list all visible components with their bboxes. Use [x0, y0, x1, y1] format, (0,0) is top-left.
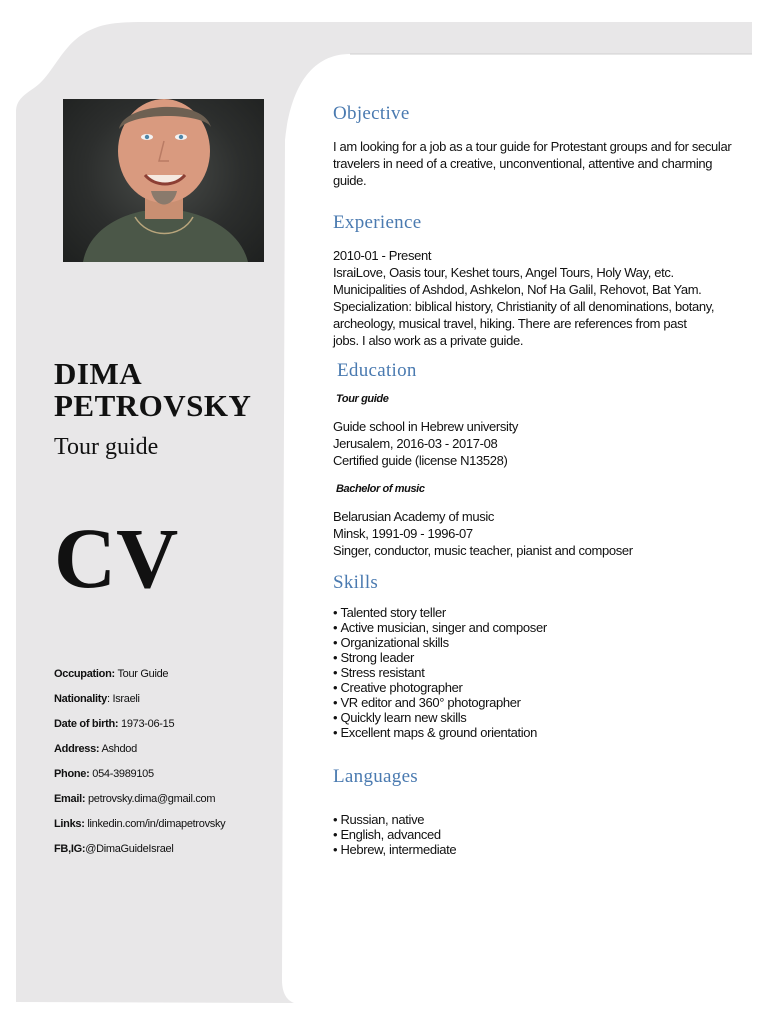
education-line: Minsk, 1991-09 - 1996-07: [333, 526, 473, 541]
contact-label: Phone:: [54, 768, 90, 780]
contact-value: : Israeli: [106, 693, 140, 705]
objective-heading: Objective: [333, 103, 410, 124]
education-line: Singer, conductor, music teacher, pianist and composer: [333, 543, 633, 558]
education-entry: [333, 418, 743, 469]
contact-value: 054-3989105: [92, 768, 154, 780]
contact-dob: [54, 716, 294, 741]
first-name: DIMA: [54, 356, 143, 391]
contact-value: 1973-06-15: [121, 718, 175, 730]
objective-text: I am looking for a job as a tour guide for Protestant groups and for secular travelers in need of a creative, unconventional, attentive and charming guide.: [333, 139, 732, 188]
list-item: • Strong leader: [333, 650, 547, 665]
list-item: • VR editor and 360° photographer: [333, 695, 547, 710]
contact-list: [54, 666, 294, 866]
education-line: Certified guide (license N13528): [333, 453, 508, 468]
contact-value: petrovsky.dima@gmail.com: [87, 793, 216, 805]
job-title: Tour guide: [54, 434, 159, 460]
list-item: • Quickly learn new skills: [333, 710, 547, 725]
experience-line: jobs. I also work as a private guide.: [333, 333, 524, 348]
contact-links: [54, 816, 294, 841]
education-degree: Bachelor of music: [336, 483, 425, 495]
experience-line: 2010-01 - Present: [333, 248, 432, 263]
contact-value: linkedin.com/in/dimapetrovsky: [87, 818, 226, 830]
contact-label: FB,IG:: [54, 843, 86, 855]
list-item: • Stress resistant: [333, 665, 547, 680]
list-item: • Russian, native: [333, 812, 456, 827]
contact-value: @DimaGuideIsrael: [85, 843, 174, 855]
contact-value: Tour Guide: [117, 668, 169, 680]
contact-nationality: [54, 691, 294, 716]
skills-list: [333, 605, 547, 740]
list-item: • Active musician, singer and composer: [333, 620, 547, 635]
contact-label: Address:: [54, 743, 100, 755]
education-heading: Education: [337, 360, 417, 381]
contact-address: [54, 741, 294, 766]
list-item: • Organizational skills: [333, 635, 547, 650]
list-item: • Creative photographer: [333, 680, 547, 695]
contact-social: [54, 841, 294, 866]
contact-value: Ashdod: [101, 743, 137, 755]
contact-label: Email:: [54, 793, 86, 805]
list-item: • Hebrew, intermediate: [333, 842, 456, 857]
skills-heading: Skills: [333, 572, 379, 593]
contact-label: Date of birth:: [54, 718, 119, 730]
full-name: [54, 358, 251, 422]
experience-line: IsraiLove, Oasis tour, Keshet tours, Angel Tours, Holy Way, etc.: [333, 265, 674, 280]
contact-label: Nationality: [54, 693, 107, 705]
contact-email: [54, 791, 294, 816]
experience-line: Specialization: biblical history, Christianity of all denominations, botany,: [333, 299, 715, 314]
list-item: • English, advanced: [333, 827, 456, 842]
cv-label: CV: [54, 510, 179, 606]
experience-heading: Experience: [333, 212, 422, 233]
languages-list: [333, 812, 456, 857]
last-name: PETROVSKY: [54, 388, 252, 423]
profile-photo: [63, 99, 264, 262]
list-item: • Excellent maps & ground orientation: [333, 725, 547, 740]
contact-phone: [54, 766, 294, 791]
languages-heading: Languages: [333, 766, 418, 787]
contact-label: Occupation:: [54, 668, 115, 680]
experience-line: Municipalities of Ashdod, Ashkelon, Nof Ha Galil, Rehovot, Bat Yam.: [333, 282, 702, 297]
education-degree: Tour guide: [336, 393, 389, 405]
contact-occupation: [54, 666, 294, 691]
education-line: Guide school in Hebrew university: [333, 419, 518, 434]
education-line: Belarusian Academy of music: [333, 509, 495, 524]
contact-label: Links:: [54, 818, 85, 830]
experience-line: archeology, musical travel, hiking. There are references from past: [333, 316, 687, 331]
education-line: Jerusalem, 2016-03 - 2017-08: [333, 436, 498, 451]
education-entry: [333, 508, 743, 559]
experience-body: [333, 247, 743, 349]
list-item: • Talented story teller: [333, 605, 547, 620]
